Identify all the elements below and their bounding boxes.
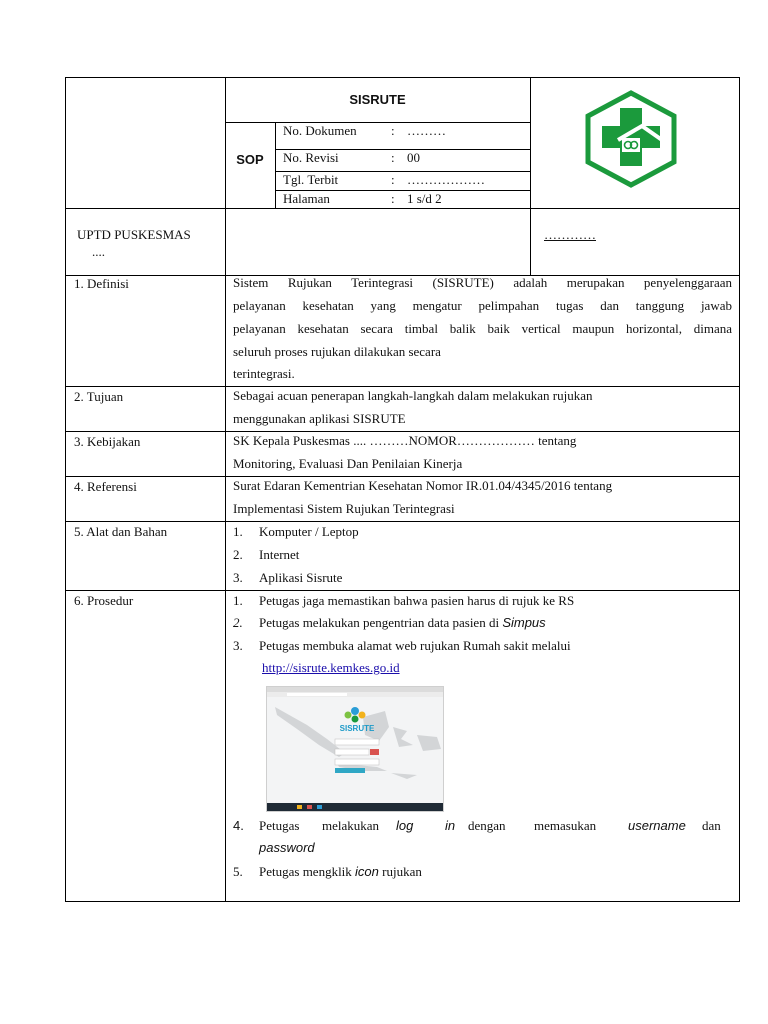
step4-word: dengan bbox=[468, 818, 506, 833]
list-number: 5. bbox=[233, 864, 243, 879]
username-term: username bbox=[628, 818, 686, 833]
definisi-line: Sistem Rujukan Terintegrasi (SISRUTE) adalah merupakan penyelenggaraan bbox=[233, 275, 732, 290]
page-value: 1 s/d 2 bbox=[407, 191, 442, 206]
list-item bbox=[233, 638, 733, 656]
kebijakan-line: Monitoring, Evaluasi Dan Penilaian Kinerja bbox=[233, 456, 463, 471]
list-number: 2. bbox=[233, 615, 243, 630]
revision-value: 00 bbox=[407, 150, 420, 165]
puskesmas-logo-icon bbox=[584, 90, 678, 188]
tujuan-line: menggunakan aplikasi SISRUTE bbox=[233, 411, 406, 426]
sisrute-login-screenshot bbox=[266, 686, 444, 812]
org-name: UPTD PUSKESMAS bbox=[77, 227, 191, 242]
page-sep: : bbox=[391, 191, 395, 206]
list-text: Petugas jaga memastikan bahwa pasien harus di rujuk ke RS bbox=[259, 593, 575, 608]
list-number: 1. bbox=[233, 524, 243, 539]
kebijakan-line: SK Kepala Puskesmas .... ………NOMOR……………… tentang bbox=[233, 433, 577, 448]
referensi-line: Surat Edaran Kementrian Kesehatan Nomor IR.01.04/4345/2016 tentang bbox=[233, 478, 613, 493]
section-label-prosedur: 6. Prosedur bbox=[74, 593, 134, 608]
tujuan-line: Sebagai acuan penerapan langkah-langkah dalam melakukan rujukan bbox=[233, 388, 593, 403]
definisi-line: pelayanan kesehatan yang mengatur pelimpahan tugas dan tanggung jawab bbox=[233, 298, 732, 313]
list-number: 4. bbox=[233, 818, 244, 833]
revision-sep: : bbox=[391, 150, 395, 165]
doc-number-label: No. Dokumen bbox=[283, 123, 357, 138]
doc-number-value: ……… bbox=[407, 123, 446, 138]
section-label-alat: 5. Alat dan Bahan bbox=[74, 524, 168, 539]
list-text: Komputer / Leptop bbox=[259, 524, 359, 539]
icon-term: icon bbox=[355, 864, 379, 879]
step4-word: Petugas bbox=[259, 818, 300, 833]
step4-word: dan bbox=[702, 818, 721, 833]
login-term: log bbox=[396, 818, 414, 833]
section-label-kebijakan: 3. Kebijakan bbox=[74, 434, 141, 449]
list-text-wrap bbox=[259, 615, 546, 631]
list-text: Internet bbox=[259, 547, 300, 562]
simpus-term: Simpus bbox=[502, 615, 546, 630]
step4-word: melakukan bbox=[322, 818, 380, 833]
referensi-line: Implementasi Sistem Rujukan Terintegrasi bbox=[233, 501, 455, 516]
list-text-wrap bbox=[259, 864, 422, 880]
list-text: Petugas mengklik bbox=[259, 864, 356, 879]
step4-word: memasukan bbox=[534, 818, 597, 833]
login-term: in bbox=[445, 818, 456, 833]
signature-placeholder: ………… bbox=[544, 227, 596, 242]
definisi-line: terintegrasi. bbox=[233, 366, 295, 381]
list-text: rujukan bbox=[378, 864, 422, 879]
list-item bbox=[233, 818, 733, 860]
page-label: Halaman bbox=[283, 191, 330, 206]
issue-date-label: Tgl. Terbit bbox=[283, 172, 339, 187]
definisi-line: seluruh proses rujukan dilakukan secara bbox=[233, 344, 441, 359]
definisi-line: pelayanan kesehatan secara timbal balik baik vertical maupun horizontal, dimana bbox=[233, 321, 732, 336]
list-item bbox=[233, 593, 733, 611]
sisrute-url-link[interactable]: http://sisrute.kemkes.go.id bbox=[262, 660, 400, 675]
list-text: Petugas membuka alamat web rujukan Rumah sakit melalui bbox=[259, 638, 571, 653]
revision-label: No. Revisi bbox=[283, 150, 339, 165]
screenshot-brand: SISRUTE bbox=[339, 724, 375, 733]
list-number: 3. bbox=[233, 570, 243, 585]
list-number: 1. bbox=[233, 593, 243, 608]
issue-date-value: ……………… bbox=[407, 172, 485, 187]
doc-number-sep: : bbox=[391, 123, 395, 138]
list-item bbox=[233, 615, 733, 633]
org-suffix: .... bbox=[92, 244, 105, 259]
sop-label: SOP bbox=[236, 152, 264, 167]
list-item bbox=[233, 864, 733, 882]
section-label-tujuan: 2. Tujuan bbox=[74, 389, 124, 404]
issue-date-sep: : bbox=[391, 172, 395, 187]
list-number: 3. bbox=[233, 638, 243, 653]
password-term: password bbox=[259, 840, 315, 855]
section-label-referensi: 4. Referensi bbox=[74, 479, 137, 494]
list-text: Petugas melakukan pengentrian data pasien di bbox=[259, 615, 503, 630]
list-text: Aplikasi Sisrute bbox=[259, 570, 343, 585]
section-label-definisi: 1. Definisi bbox=[74, 276, 129, 291]
document-title: SISRUTE bbox=[349, 92, 406, 107]
list-number: 2. bbox=[233, 547, 243, 562]
